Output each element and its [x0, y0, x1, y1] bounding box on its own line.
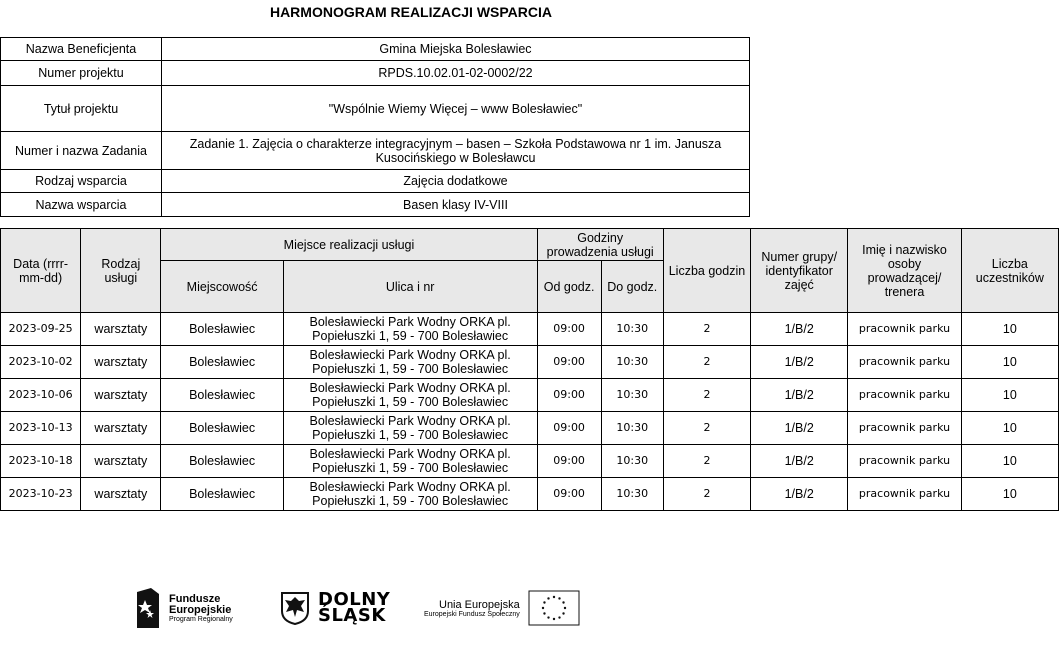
schedule-table [0, 228, 1059, 511]
cell-miejscowosc: Bolesławiec [161, 445, 283, 478]
table-row [1, 313, 1059, 346]
table-row [1, 478, 1059, 511]
cell-liczba-godzin: 2 [663, 445, 750, 478]
info-row [1, 170, 750, 193]
cell-do: 10:30 [601, 412, 663, 445]
cell-od: 09:00 [537, 346, 601, 379]
cell-uczestnicy: 10 [961, 346, 1058, 379]
header-liczba-godzin: Liczba godzin [663, 229, 750, 313]
cell-rodzaj: warsztaty [81, 346, 161, 379]
cell-ulica: Bolesławiecki Park Wodny ORKA pl. Popiełuszki 1, 59 - 700 Bolesławiec [283, 445, 537, 478]
info-row [1, 38, 750, 61]
info-label: Nazwa wsparcia [1, 193, 162, 217]
cell-rodzaj: warsztaty [81, 313, 161, 346]
cell-do: 10:30 [601, 379, 663, 412]
info-label: Tytuł projektu [1, 86, 162, 132]
info-value: RPDS.10.02.01-02-0002/22 [162, 61, 750, 86]
cell-grupa: 1/B/2 [751, 346, 848, 379]
table-row [1, 346, 1059, 379]
eu-star [547, 597, 549, 599]
footer-logos [0, 582, 1063, 638]
cell-uczestnicy: 10 [961, 412, 1058, 445]
cell-osoba: pracownik parku [848, 445, 961, 478]
info-value: "Wspólnie Wiemy Więcej – www Bolesławiec" [162, 86, 750, 132]
cell-miejscowosc: Bolesławiec [161, 346, 283, 379]
fe-line1: Fundusze [169, 592, 221, 605]
project-info-table [0, 37, 750, 217]
cell-date: 2023-10-18 [1, 445, 81, 478]
info-value: Zajęcia dodatkowe [162, 170, 750, 193]
fe-line3: Program Regionalny [169, 615, 233, 623]
cell-rodzaj: warsztaty [81, 379, 161, 412]
table-row [1, 445, 1059, 478]
cell-liczba-godzin: 2 [663, 412, 750, 445]
silesia-eagle-icon [280, 591, 310, 625]
cell-ulica: Bolesławiecki Park Wodny ORKA pl. Popiełuszki 1, 59 - 700 Bolesławiec [283, 478, 537, 511]
cell-osoba: pracownik parku [848, 412, 961, 445]
cell-date: 2023-10-23 [1, 478, 81, 511]
cell-uczestnicy: 10 [961, 379, 1058, 412]
info-row [1, 132, 750, 170]
cell-ulica: Bolesławiecki Park Wodny ORKA pl. Popiełuszki 1, 59 - 700 Bolesławiec [283, 313, 537, 346]
dolny-slask-logo [280, 582, 390, 634]
cell-rodzaj: warsztaty [81, 478, 161, 511]
info-label: Rodzaj wsparcia [1, 170, 162, 193]
eu-star [553, 596, 555, 598]
cell-miejscowosc: Bolesławiec [161, 478, 283, 511]
table-row [1, 379, 1059, 412]
cell-uczestnicy: 10 [961, 313, 1058, 346]
cell-miejscowosc: Bolesławiec [161, 412, 283, 445]
header-ulica: Ulica i nr [283, 261, 537, 313]
info-value: Basen klasy IV-VIII [162, 193, 750, 217]
cell-od: 09:00 [537, 445, 601, 478]
eu-star [547, 616, 549, 618]
header-godziny: Godziny prowadzenia usługi [537, 229, 663, 261]
cell-uczestnicy: 10 [961, 445, 1058, 478]
cell-do: 10:30 [601, 313, 663, 346]
eu-star [558, 597, 560, 599]
eu-star [558, 616, 560, 618]
info-label: Nazwa Beneficjenta [1, 38, 162, 61]
cell-ulica: Bolesławiecki Park Wodny ORKA pl. Popiełuszki 1, 59 - 700 Bolesławiec [283, 379, 537, 412]
cell-osoba: pracownik parku [848, 478, 961, 511]
header-osoba: Imię i nazwisko osoby prowadzącej/ trenera [848, 229, 961, 313]
cell-rodzaj: warsztaty [81, 445, 161, 478]
ue-line1: Unia Europejska [439, 598, 520, 611]
cell-osoba: pracownik parku [848, 313, 961, 346]
cell-grupa: 1/B/2 [751, 379, 848, 412]
cell-do: 10:30 [601, 478, 663, 511]
cell-liczba-godzin: 2 [663, 313, 750, 346]
cell-liczba-godzin: 2 [663, 346, 750, 379]
header-grupa: Numer grupy/ identyfikator zajęć [751, 229, 848, 313]
eu-star [562, 601, 564, 603]
cell-date: 2023-10-06 [1, 379, 81, 412]
fe-line2: Europejskie [169, 603, 232, 616]
header-od: Od godz. [537, 261, 601, 313]
header-rodzaj: Rodzaj usługi [81, 229, 161, 313]
cell-osoba: pracownik parku [848, 379, 961, 412]
ue-line2: Europejski Fundusz Społeczny [424, 610, 520, 618]
cell-date: 2023-09-25 [1, 313, 81, 346]
info-value: Zadanie 1. Zajęcia o charakterze integracyjnym – basen – Szkoła Podstawowa nr 1 im. Janusza Kusocińskiego w Bolesławcu [162, 132, 750, 170]
cell-od: 09:00 [537, 478, 601, 511]
cell-grupa: 1/B/2 [751, 478, 848, 511]
cell-date: 2023-10-02 [1, 346, 81, 379]
cell-liczba-godzin: 2 [663, 478, 750, 511]
header-data: Data (rrrr-mm-dd) [1, 229, 81, 313]
cell-grupa: 1/B/2 [751, 313, 848, 346]
cell-miejscowosc: Bolesławiec [161, 313, 283, 346]
info-value: Gmina Miejska Bolesławiec [162, 38, 750, 61]
cell-ulica: Bolesławiecki Park Wodny ORKA pl. Popiełuszki 1, 59 - 700 Bolesławiec [283, 346, 537, 379]
cell-osoba: pracownik parku [848, 346, 961, 379]
cell-date: 2023-10-13 [1, 412, 81, 445]
cell-do: 10:30 [601, 445, 663, 478]
cell-od: 09:00 [537, 379, 601, 412]
info-row [1, 193, 750, 217]
dolny-line1: DOLNY [318, 589, 391, 610]
cell-uczestnicy: 10 [961, 478, 1058, 511]
cell-rodzaj: warsztaty [81, 412, 161, 445]
info-label: Numer projektu [1, 61, 162, 86]
header-miejscowosc: Miejscowość [161, 261, 283, 313]
fe-star-logo-icon [135, 586, 161, 630]
cell-miejscowosc: Bolesławiec [161, 379, 283, 412]
cell-grupa: 1/B/2 [751, 412, 848, 445]
info-row [1, 86, 750, 132]
eu-flag-icon [528, 590, 580, 626]
header-uczestnicy: Liczba uczestników [961, 229, 1058, 313]
cell-ulica: Bolesławiecki Park Wodny ORKA pl. Popiełuszki 1, 59 - 700 Bolesławiec [283, 412, 537, 445]
cell-liczba-godzin: 2 [663, 379, 750, 412]
eu-star [542, 607, 544, 609]
document-title: HARMONOGRAM REALIZACJI WSPARCIA [269, 4, 553, 20]
eu-star [543, 601, 545, 603]
cell-od: 09:00 [537, 412, 601, 445]
eu-star [562, 612, 564, 614]
cell-grupa: 1/B/2 [751, 445, 848, 478]
eu-star [543, 612, 545, 614]
cell-od: 09:00 [537, 313, 601, 346]
eu-star [564, 607, 566, 609]
dolny-line2: ŚLĄSK [318, 605, 386, 626]
info-row [1, 61, 750, 86]
eu-star [553, 618, 555, 620]
header-miejsce: Miejsce realizacji usługi [161, 229, 537, 261]
table-row [1, 412, 1059, 445]
header-do: Do godz. [601, 261, 663, 313]
cell-do: 10:30 [601, 346, 663, 379]
ue-logo [424, 582, 580, 634]
fe-logo [135, 582, 233, 634]
info-label: Numer i nazwa Zadania [1, 132, 162, 170]
